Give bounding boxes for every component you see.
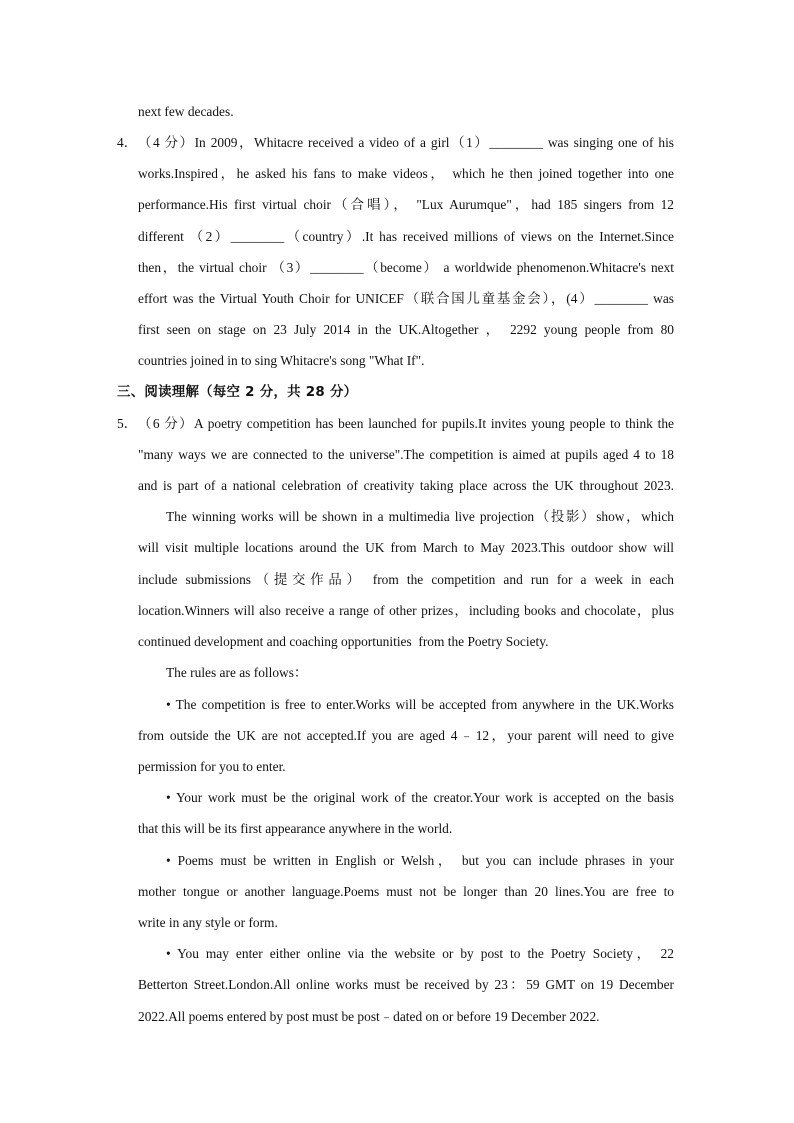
- question-4-line-1: （4 分）In 2009，Whitacre received a video of a girl（1）________ was singing one of his: [138, 135, 674, 150]
- passage-para-2-line-4: location.Winners will also receive a range of other prizes，including books and chocolate，plus: [138, 603, 674, 618]
- question-4-line-7: first seen on stage on 23 July 2014 in the UK.Altogether ， 2292 young people from 80: [138, 322, 674, 337]
- section-3-heading: 三、阅读理解（每空 2 分，共 28 分）: [117, 385, 358, 400]
- question-4-number: 4．: [117, 135, 138, 150]
- question-4-line-8: countries joined in to sing Whitacre's song "What If".: [138, 353, 425, 368]
- question-5-line-3: and is part of a national celebration of creativity taking place across the UK throughout 2023.: [138, 478, 674, 493]
- rule-1-line-3: permission for you to enter.: [138, 759, 286, 774]
- rule-4-line-3: 2022.All poems entered by post must be post﹣dated on or before 19 December 2022.: [138, 1009, 600, 1024]
- passage-para-2-line-3: include submissions（提交作品） from the competition and run for a week in each: [138, 572, 674, 587]
- passage-para-2-line-5: continued development and coaching opportunities from the Poetry Society.: [138, 634, 549, 649]
- question-4-line-2: works.Inspired，he asked his fans to make videos， which he then joined together into one: [138, 166, 674, 181]
- question-5-number: 5．: [117, 416, 138, 431]
- rule-1-line-2: from outside the UK are not accepted.If you are aged 4﹣12，your parent will need to give: [138, 728, 674, 743]
- passage-para-2-line-2: will visit multiple locations around the UK from March to May 2023.This outdoor show will: [138, 540, 674, 555]
- rule-2-line-1: • Your work must be the original work of the creator.Your work is accepted on the basis: [166, 790, 674, 805]
- previous-text-tail: next few decades.: [138, 104, 234, 119]
- rule-2-line-2: that this will be its first appearance anywhere in the world.: [138, 821, 453, 836]
- rule-3-line-3: write in any style or form.: [138, 915, 278, 930]
- question-4-line-4: different （2）________（country）.It has received millions of views on the Internet.Since: [138, 229, 674, 244]
- rule-4-line-1: • You may enter either online via the website or by post to the Poetry Society， 22: [166, 946, 674, 961]
- question-4-line-5: then，the virtual choir （3）________（become） a worldwide phenomenon.Whitacre's next: [138, 260, 674, 275]
- rule-4-line-2: Betterton Street.London.All online works must be received by 23：59 GMT on 19 December: [138, 977, 674, 992]
- rule-3-line-1: • Poems must be written in English or Welsh， but you can include phrases in your: [166, 853, 674, 868]
- question-4-line-3: performance.His first virtual choir（合唱）， "Lux Aurumque"，had 185 singers from 12: [138, 197, 674, 212]
- question-5-line-1: （6 分）A poetry competition has been launched for pupils.It invites young people to think the: [138, 416, 674, 431]
- rules-intro: The rules are as follows：: [166, 665, 308, 680]
- rule-1-line-1: • The competition is free to enter.Works will be accepted from anywhere in the UK.Works: [166, 697, 674, 712]
- rule-3-line-2: mother tongue or another language.Poems must not be longer than 20 lines.You are free to: [138, 884, 674, 899]
- question-4-line-6: effort was the Virtual Youth Choir for UNICEF（联合国儿童基金会），(4）________ was: [138, 291, 674, 306]
- question-5-line-2: "many ways we are connected to the universe".The competition is aimed at pupils aged 4 to 18: [138, 447, 674, 462]
- passage-para-2-line-1: The winning works will be shown in a multimedia live projection（投影）show，which: [166, 509, 674, 524]
